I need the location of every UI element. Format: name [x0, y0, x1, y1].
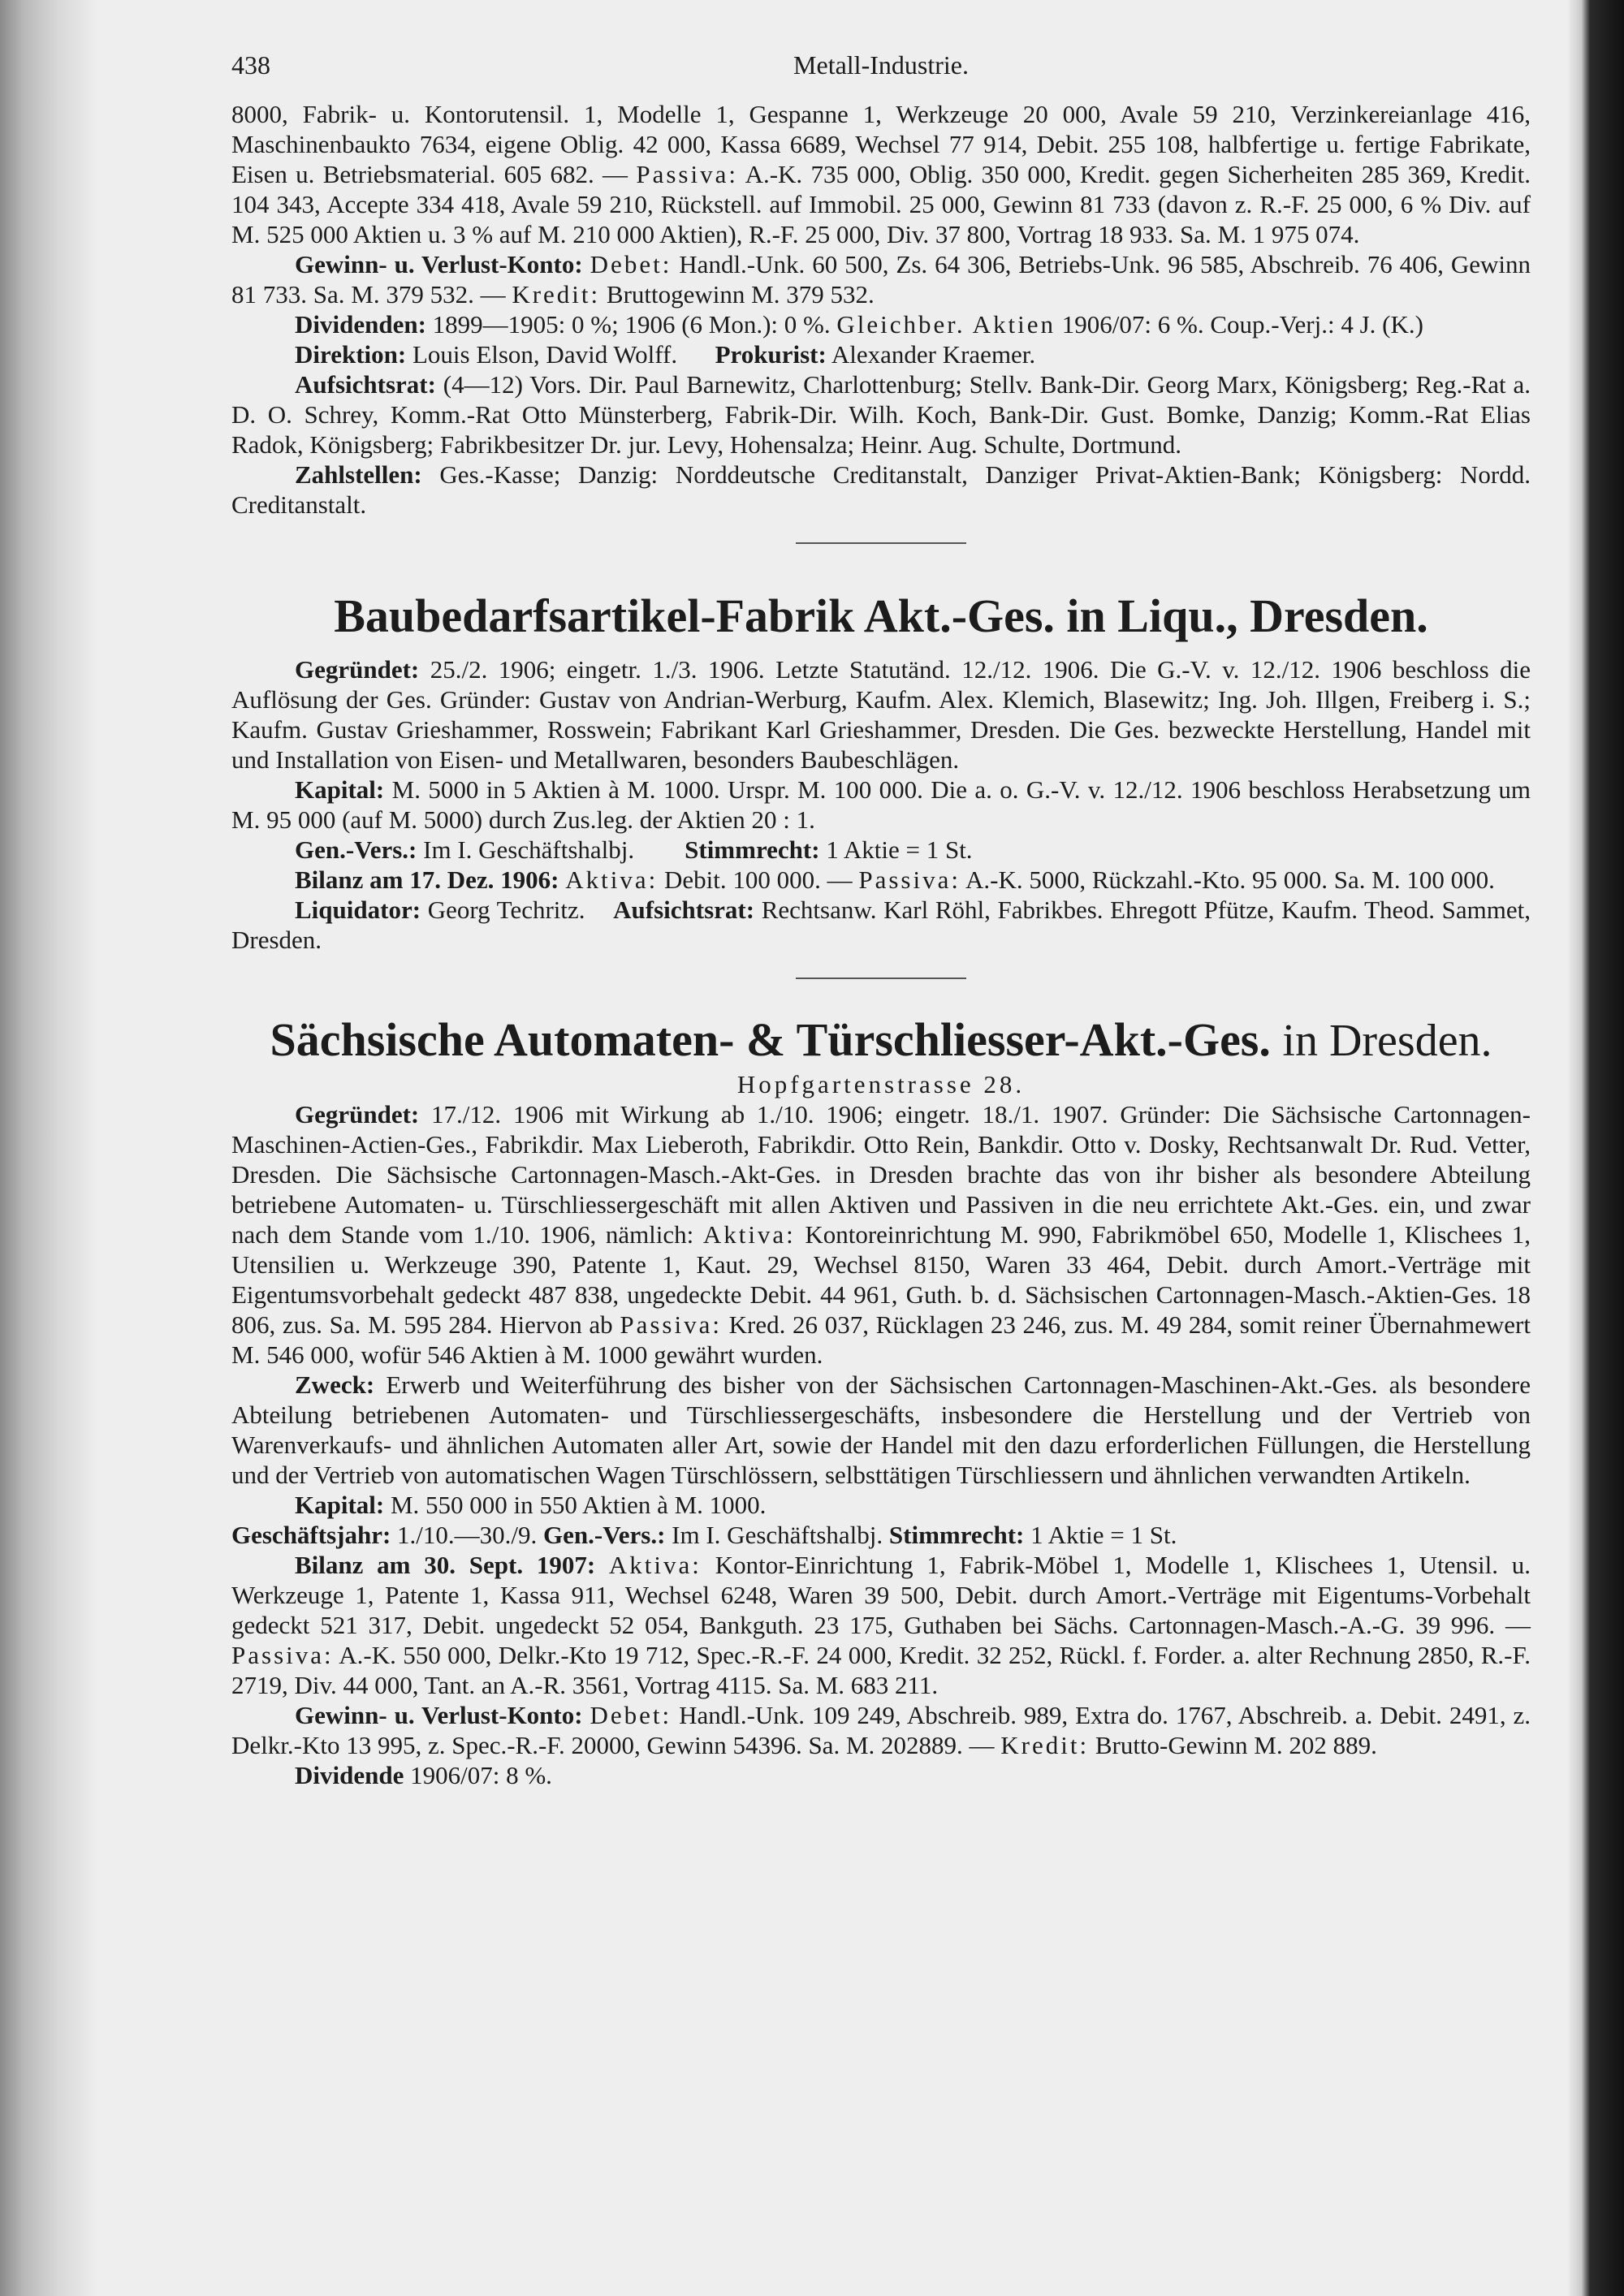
company-title: Baubedarfsartikel-Fabrik Akt.-Ges. in Liqu., Dresden.: [334, 589, 1428, 642]
bilanz-paragraph: Bilanz am 17. Dez. 1906: Aktiva: Debit. 100 000. — Passiva: A.-K. 5000, Rückzahl.-Kto. 95 000. Sa. M. 100 000.: [295, 865, 1495, 894]
gegruendet-paragraph: Gegründet: 17./12. 1906 mit Wirkung ab 1./10. 1906; eingetr. 18./1. 1907. Gründer: Die Sächsische Cartonnagen-Maschinen-Actien-Ges., Fabrikdir. Max Lieberoth, Fabrikdir. Otto Rein, Bankdir. Otto v. Dosky, Rechtsanwalt Dr. Rud. Vetter, Dresden. Die Sächsische Cartonnagen-Masch.-Akt-Ges. in Dresden brachte das von ihr bisher als besondere Abteilung betriebene Automaten- u. Türschliessergeschäft mit allen Aktiven und Passiven in die neu errichtete Akt.-Ges. ein, und zwar nach dem Stande vom 1./10. 1906, nämlich: Aktiva: Kontoreinrichtung M. 990, Fabrikmöbel 650, Modelle 1, Klischees 1, Utensilien u. Werkzeuge 390, Patente 1, Kaut. 29, Wechsel 8150, Waren 33 464, Debit. durch Amort.-Verträge mit Eigentumsvorbehalt gedeckt 487 838, ungedeckte Debit. 44 961, Guth. b. d. Sächsischen Cartonnagen-Masch.-Aktien-Ges. 18 806, zus. Sa. M. 595 284. Hiervon ab Passiva: Kred. 26 037, Rücklagen 23 246, zus. M. 49 284, somit reiner Übernahmewert M. 546 000, wofür 546 Aktien à M. 1000 gewährt wurden.: [231, 1100, 1531, 1369]
section-divider: [796, 978, 966, 979]
document-page: [231, 50, 1531, 1790]
stimmrecht-label: Stimmrecht:: [888, 1521, 1025, 1549]
aufsichtsrat-paragraph: Aufsichtsrat: (4—12) Vors. Dir. Paul Barnewitz, Charlottenburg; Stellv. Bank-Dir. Georg Marx, Königsberg; Reg.-Rat a. D. O. Schrey, Komm.-Rat Otto Münsterberg, Fabrik-Dir. Wilh. Koch, Bank-Dir. Gust. Bomke, Danzig; Komm.-Rat Elias Radok, Königsberg; Fabrikbesitzer Dr. jur. Levy, Hohensalza; Heinr. Aug. Schulte, Dortmund.: [231, 370, 1531, 459]
direktion-label: Direktion:: [295, 340, 407, 369]
kapital-paragraph: Kapital: M. 550 000 in 550 Aktien à M. 1000.: [295, 1491, 767, 1519]
scan-shadow-right: [1567, 0, 1624, 2296]
gegruendet-label: Gegründet:: [295, 1100, 420, 1129]
genvers-paragraph: Gen.-Vers.: Im I. Geschäftshalbj. Stimmrecht: 1 Aktie = 1 St.: [295, 835, 973, 864]
liquidator-label: Liquidator:: [295, 896, 421, 924]
guv-paragraph: Gewinn- u. Verlust-Konto: Debet: Handl.-Unk. 60 500, Zs. 64 306, Betriebs-Unk. 96 585, Abschreib. 76 406, Gewinn 81 733. Sa. M. 379 532. — Kredit: Bruttogewinn M. 379 532.: [231, 250, 1531, 309]
guv-paragraph: Gewinn- u. Verlust-Konto: Debet: Handl.-Unk. 109 249, Abschreib. 989, Extra do. 1767, Abschreib. a. Debit. 2491, z. Delkr.-Kto 13 995, z. Spec.-R.-F. 20000, Gewinn 54396. Sa. M. 202889. — Kredit: Brutto-Gewinn M. 202 889.: [231, 1701, 1531, 1759]
bilanz-continuation: 8000, Fabrik- u. Kontorutensil. 1, Modelle 1, Gespanne 1, Werkzeuge 20 000, Avale 59 210, Verzinkereianlage 416, Maschinenbaukto 7634, eigene Oblig. 42 000, Kassa 6689, Wechsel 77 914, Debit. 255 108, halbfertige u. fertige Fabrikate, Eisen u. Betriebsmaterial. 605 682. — Passiva: A.-K. 735 000, Oblig. 350 000, Kredit. gegen Sicherheiten 285 369, Kredit. 104 343, Accepte 334 418, Avale 59 210, Rückstell. auf Immobil. 25 000, Gewinn 81 733 (davon z. R.-F. 25 000, 6 % Div. auf M. 525 000 Aktien u. 3 % auf M. 210 000 Aktien), R.-F. 25 000, Div. 37 800, Vortrag 18 933. Sa. M. 1 975 074.: [231, 100, 1531, 248]
kredit-label: Kredit:: [512, 280, 601, 309]
zahlstellen-label: Zahlstellen:: [295, 460, 422, 489]
running-title: Metall-Industrie.: [793, 50, 969, 80]
entry-baubedarfsartikel: [231, 588, 1531, 955]
dividende-label: Dividende: [295, 1761, 404, 1789]
geschaeftsjahr-label: Geschäftsjahr:: [231, 1521, 391, 1549]
passiva-label: Passiva:: [231, 1641, 334, 1669]
kapital-label: Kapital:: [295, 775, 385, 804]
stimmrecht-label: Stimmrecht:: [685, 835, 820, 864]
prokurist-label: Prokurist:: [715, 340, 827, 369]
bilanz-label: Bilanz am 30. Sept. 1907:: [295, 1551, 596, 1579]
geschaeftsjahr-paragraph: Geschäftsjahr: 1./10.—30./9. Gen.-Vers.: Im I. Geschäftshalbj. Stimmrecht: 1 Aktie = 1 St.: [231, 1521, 1177, 1549]
genvers-label: Gen.-Vers.:: [295, 835, 417, 864]
aktiva-label: Aktiva:: [565, 865, 659, 894]
page-number: 438: [231, 50, 270, 80]
direktion-paragraph: Direktion: Louis Elson, David Wolff. Prokurist: Alexander Kraemer.: [295, 340, 1036, 369]
company-title: Sächsische Automaten- & Türschliesser-Akt.-Ges. in Dresden.: [270, 1013, 1492, 1066]
aktiva-label: Aktiva:: [608, 1551, 702, 1579]
company-address: Hopfgartenstrasse 28.: [736, 1070, 1026, 1098]
company-place: in Dresden.: [1282, 1016, 1492, 1066]
dividende-paragraph: Dividende 1906/07: 8 %.: [295, 1761, 552, 1789]
gegruendet-paragraph: Gegründet: 25./2. 1906; eingetr. 1./3. 1906. Letzte Statutänd. 12./12. 1906. Die G.-V. v. 12./12. 1906 beschloss die Auflösung der Ges. Gründer: Gustav von Andrian-Werburg, Kaufm. Alex. Klemich, Blasewitz; Ing. Joh. Illgen, Freiberg i. S.; Kaufm. Gustav Grieshammer, Rosswein; Fabrikant Karl Grieshammer, Dresden. Die Ges. bezweckte Herstellung, Handel mit und Installation von Eisen- und Metallwaren, besonders Baubeschlägen.: [231, 655, 1531, 774]
genvers-label: Gen.-Vers.:: [543, 1521, 666, 1549]
gegruendet-label: Gegründet:: [295, 655, 420, 684]
passiva-label: Passiva:: [620, 1310, 722, 1339]
dividenden-label: Dividenden:: [295, 310, 426, 339]
zweck-paragraph: Zweck: Erwerb und Weiterführung des bisher von der Sächsischen Cartonnagen-Maschinen-Akt.-Ges. als besondere Abteilung betriebenen Automaten- und Türschliessergeschäfts, insbesondere die Herstellung und der Vertrieb von Warenverkaufs- und ähnlichen Automaten aller Art, sowie der Handel mit den dazu erforderlichen Füllungen, die Herstellung und der Vertrieb von automatischen Wagen Türschlössern, selbsttätigen Türschliessern und ähnlichen verwandten Artikeln.: [231, 1370, 1531, 1489]
kapital-paragraph: Kapital: M. 5000 in 5 Aktien à M. 1000. Urspr. M. 100 000. Die a. o. G.-V. v. 12./12. 1906 beschloss Herabsetzung um M. 95 000 (auf M. 5000) durch Zus.leg. der Aktien 20 : 1.: [231, 775, 1531, 834]
zahlstellen-paragraph: Zahlstellen: Ges.-Kasse; Danzig: Norddeutsche Creditanstalt, Danziger Privat-Aktien-Bank; Königsberg: Nordd. Creditanstalt.: [231, 460, 1531, 519]
bilanz-paragraph: Bilanz am 30. Sept. 1907: Aktiva: Kontor-Einrichtung 1, Fabrik-Möbel 1, Modelle 1, Klischees 1, Utensil. u. Werkzeuge 1, Patente 1, Kassa 911, Wechsel 6248, Waren 39 500, Debit. durch Amort.-Verträge mit Eigentums-Vorbehalt gedeckt 521 317, Debit. ungedeckt 52 054, Bankguth. 23 175, Guthaben bei Sächs. Cartonnagen-Masch.-A.-G. 39 996. — Passiva: A.-K. 550 000, Delkr.-Kto 19 712, Spec.-R.-F. 24 000, Kredit. 32 252, Rückl. f. Forder. a. alter Rechnung 2850, R.-F. 2719, Div. 44 000, Tant. an A.-R. 3561, Vortrag 4115. Sa. M. 683 211.: [231, 1551, 1531, 1699]
guv-label: Gewinn- u. Verlust-Konto:: [295, 1701, 583, 1729]
bilanz-label: Bilanz am 17. Dez. 1906:: [295, 865, 559, 894]
aufsichtsrat-label: Aufsichtsrat:: [295, 370, 436, 399]
scan-shadow-left: [0, 0, 97, 2296]
aktiva-label: Aktiva:: [702, 1220, 796, 1249]
entry-continued: [231, 99, 1531, 520]
zweck-label: Zweck:: [295, 1370, 375, 1399]
gleichber-label: Gleichber. Aktien: [836, 310, 1056, 339]
dividenden-paragraph: Dividenden: 1899—1905: 0 %; 1906 (6 Mon.): 0 %. Gleichber. Aktien 1906/07: 6 %. Coup.-Verj.: 4 J. (K.): [295, 310, 1423, 339]
kapital-label: Kapital:: [295, 1491, 385, 1519]
debet-label: Debet:: [590, 1701, 672, 1729]
guv-label: Gewinn- u. Verlust-Konto:: [295, 250, 583, 278]
kredit-label: Kredit:: [1000, 1731, 1090, 1759]
passiva-label: Passiva:: [858, 865, 961, 894]
debet-label: Debet:: [590, 250, 672, 278]
entry-saechsische-automaten: [231, 1012, 1531, 1790]
section-divider: [796, 542, 966, 544]
passiva-label: Passiva:: [636, 160, 738, 188]
page-header: [231, 50, 1531, 99]
liquidator-paragraph: Liquidator: Georg Techritz. Aufsichtsrat: Rechtsanw. Karl Röhl, Fabrikbes. Ehregott Pfütze, Kaufm. Theod. Sammet, Dresden.: [231, 896, 1531, 954]
aufsichtsrat-label: Aufsichtsrat:: [613, 896, 755, 924]
